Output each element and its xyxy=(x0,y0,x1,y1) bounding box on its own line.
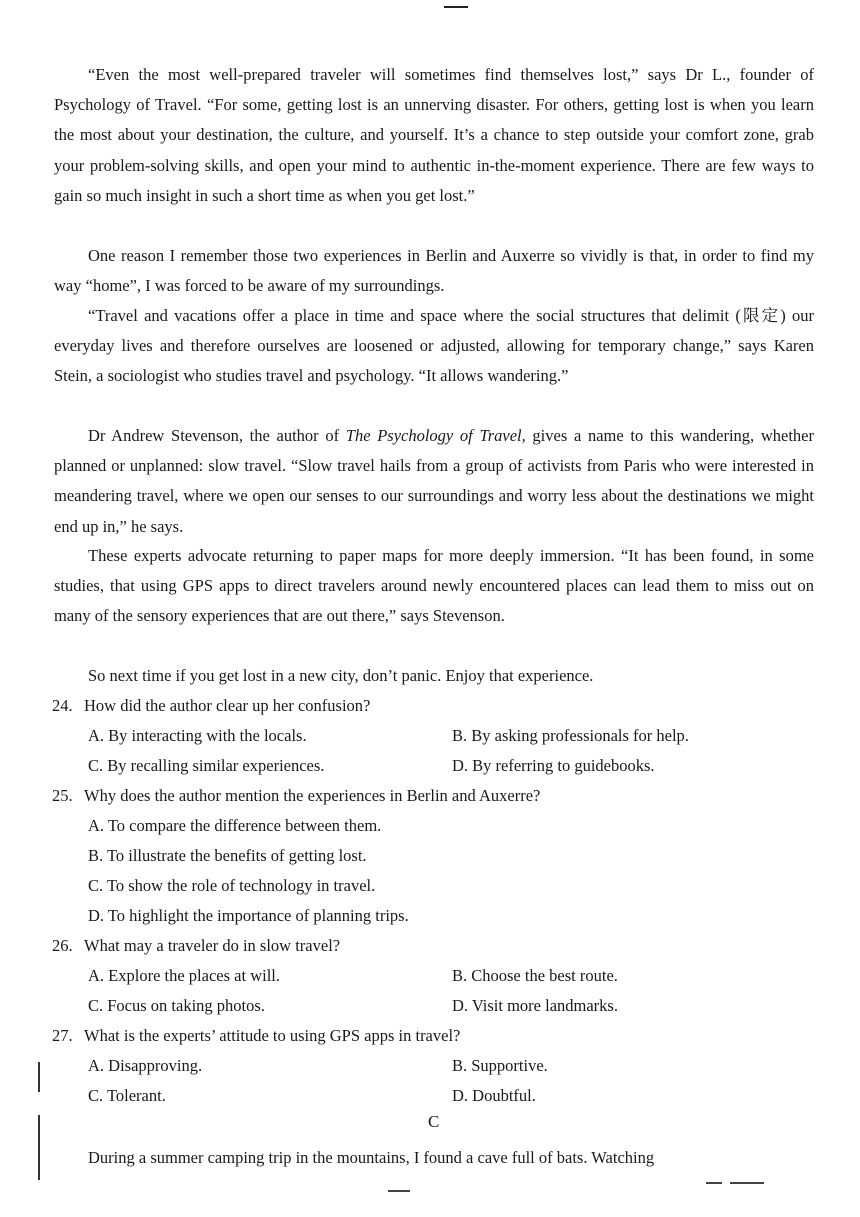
passage-paragraph-3: “Travel and vacations offer a place in time and space where the social structures that delimit (限定) our everyday lives and therefore ourselves are loosened or adjusted, allowing for temporary change,” says Karen Stein, a sociologist who studies travel and psychology. “It allows wandering.” xyxy=(54,306,814,386)
q24-option-c: C. By recalling similar experiences. xyxy=(88,756,325,775)
question-24 xyxy=(52,691,370,721)
question-text: What may a traveler do in slow travel? xyxy=(84,936,341,955)
footer-dash xyxy=(388,1190,410,1192)
footer-dash xyxy=(706,1182,722,1184)
question-number: 24. xyxy=(52,696,73,715)
question-number: 25. xyxy=(52,786,73,805)
question-number: 27. xyxy=(52,1026,73,1045)
question-text: What is the experts’ attitude to using GPS apps in travel? xyxy=(84,1026,461,1045)
q25-option-c: C. To show the role of technology in travel. xyxy=(88,876,376,895)
passage-paragraph-5: These experts advocate returning to paper maps for more deeply immersion. “It has been found, in some studies, that using GPS apps to direct travelers around newly encountered places can lead them to miss out on many of the sensory experiences that are out there,” says Stevenson. xyxy=(54,546,814,626)
book-title: The Psychology of Travel xyxy=(345,426,522,445)
q26-option-b: B. Choose the best route. xyxy=(452,966,618,985)
section-c-first-line: During a summer camping trip in the mountains, I found a cave full of bats. Watching xyxy=(88,1148,655,1167)
left-margin-line xyxy=(38,1062,40,1092)
q27-option-d: D. Doubtful. xyxy=(452,1086,536,1105)
q26-option-a: A. Explore the places at will. xyxy=(88,966,280,985)
question-text: Why does the author mention the experiences in Berlin and Auxerre? xyxy=(84,786,541,805)
section-heading-c: C xyxy=(428,1112,440,1131)
p4-text-before: Dr Andrew Stevenson, the author of xyxy=(88,426,346,445)
passage-paragraph-4 xyxy=(54,421,814,542)
q25-option-a: A. To compare the difference between them. xyxy=(88,816,382,835)
question-27 xyxy=(52,1021,460,1051)
q24-option-d: D. By referring to guidebooks. xyxy=(452,756,655,775)
q24-option-b: B. By asking professionals for help. xyxy=(452,726,689,745)
q27-option-b: B. Supportive. xyxy=(452,1056,548,1075)
question-25 xyxy=(52,781,540,811)
question-text: How did the author clear up her confusion? xyxy=(84,696,371,715)
left-margin-line xyxy=(38,1115,40,1180)
q27-option-c: C. Tolerant. xyxy=(88,1086,166,1105)
q25-option-d: D. To highlight the importance of planning trips. xyxy=(88,906,409,925)
q25-option-b: B. To illustrate the benefits of getting lost. xyxy=(88,846,367,865)
passage-paragraph-2: One reason I remember those two experiences in Berlin and Auxerre so vividly is that, in order to find my way “home”, I was forced to be aware of my surroundings. xyxy=(54,246,814,296)
passage-paragraph-1: “Even the most well-prepared traveler will sometimes find themselves lost,” says Dr L., founder of Psychology of Travel. “For some, getting lost is an unnerving disaster. For others, getting lost is when you learn the most about your destination, the culture, and yourself. It’s a chance to step outside your comfort zone, grab your problem-solving skills, and open your mind to authentic in-the-moment experience. There are few ways to gain so much insight in such a short time as when you get lost.” xyxy=(54,65,814,205)
passage-paragraph-6: So next time if you get lost in a new city, don’t panic. Enjoy that experience. xyxy=(88,666,594,685)
q26-option-c: C. Focus on taking photos. xyxy=(88,996,265,1015)
top-page-mark xyxy=(444,6,468,8)
question-26 xyxy=(52,931,340,961)
question-number: 26. xyxy=(52,936,73,955)
q24-option-a: A. By interacting with the locals. xyxy=(88,726,307,745)
footer-dash xyxy=(730,1182,764,1184)
q26-option-d: D. Visit more landmarks. xyxy=(452,996,618,1015)
q27-option-a: A. Disapproving. xyxy=(88,1056,203,1075)
p4-text-after: , gives a name to this wandering, whether planned or unplanned: slow travel. “Slow travel hails from a group of activists from Paris who were interested in meandering travel, where we open our senses to our surroundings and worry less about the destinations we might end up in,” he says. xyxy=(54,426,814,536)
